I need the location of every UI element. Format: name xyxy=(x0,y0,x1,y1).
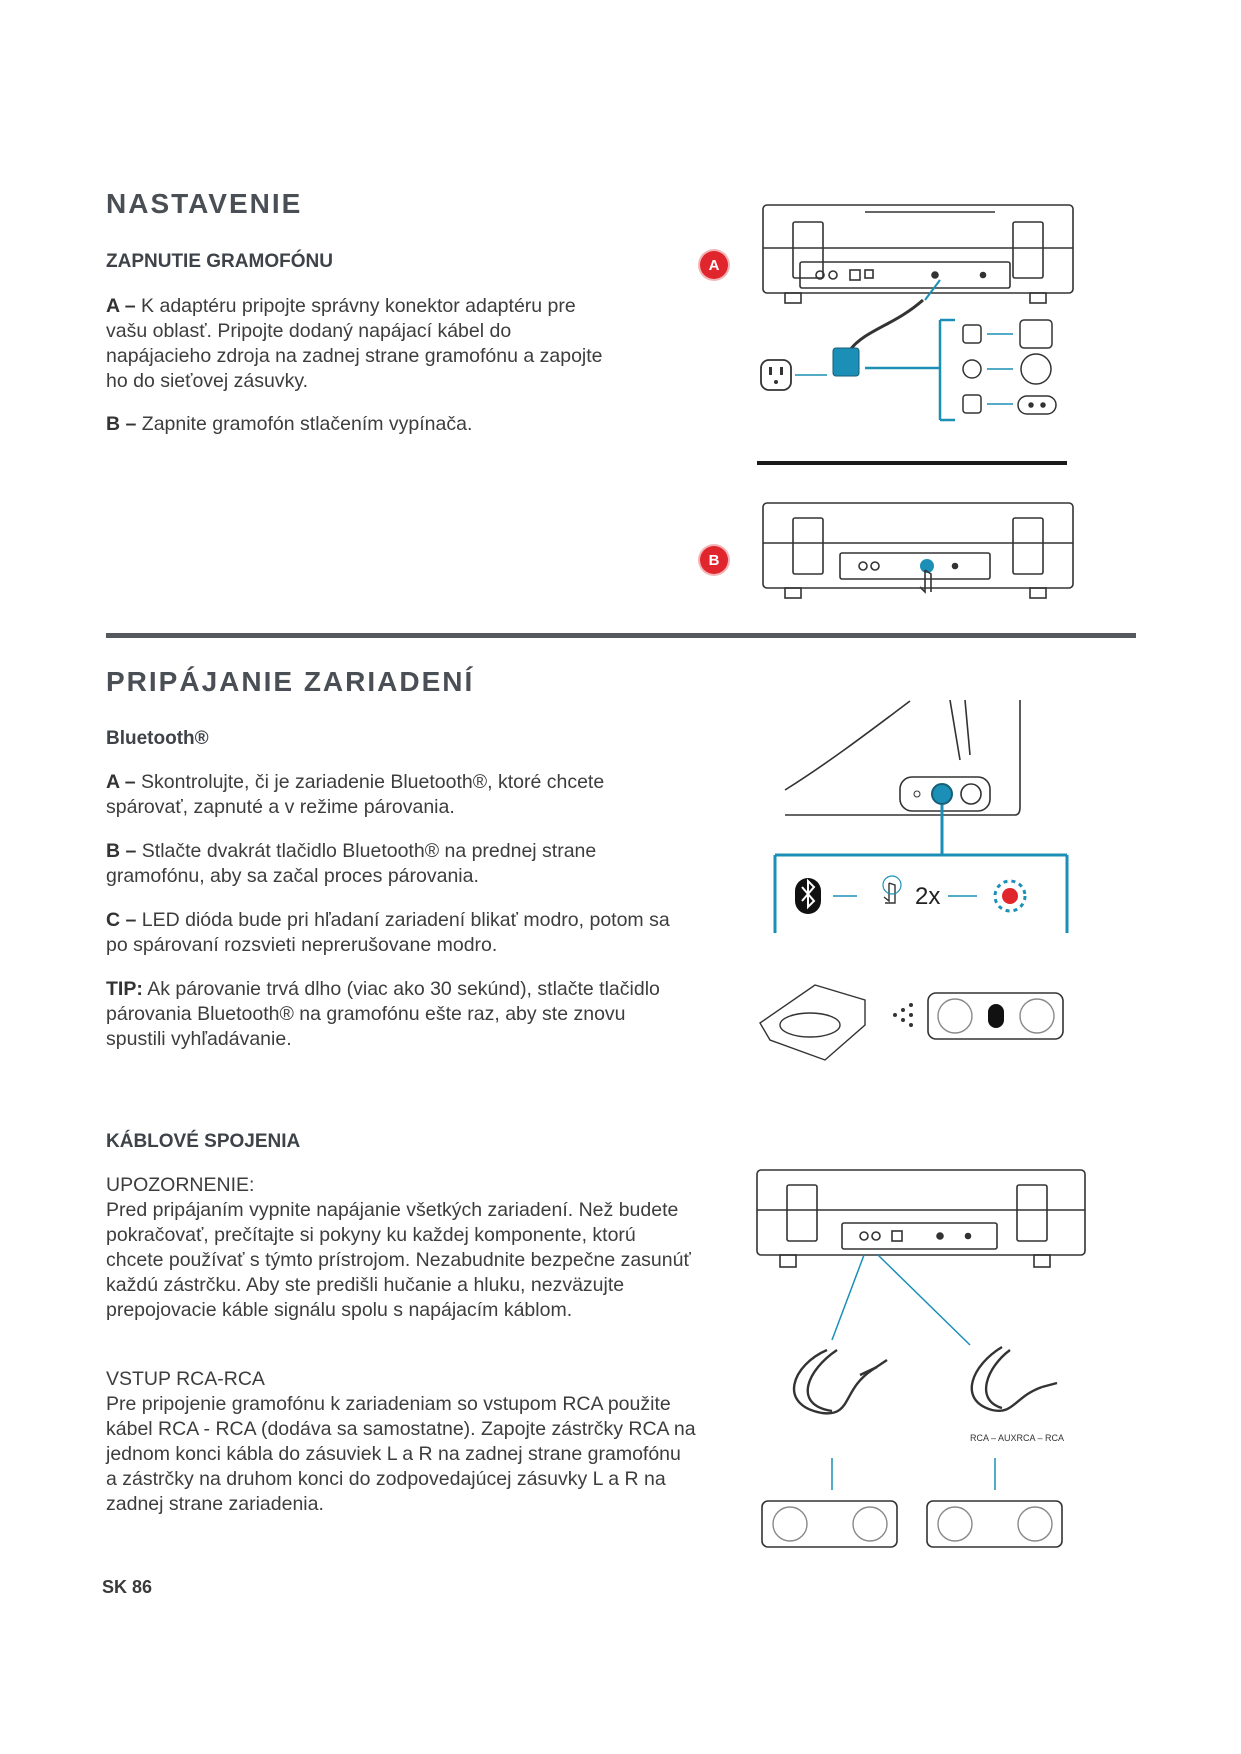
bt-step-c-label: C – xyxy=(106,909,137,931)
cable-warning-text: Pred pripájaním vypnite napájanie všetkých zariadení. Než budete pokračovať, prečítajte si pokyny ku každej komponente, ktorú chcete používať s týmto prístrojom. Nezabudnite bezpečne zasunúť každú zástrčku. Aby ste predišli hučanie a hluku, nezväzujte prepojovacie káble signálu spolu s napájacím káblom. xyxy=(106,1199,691,1321)
bt-step-a xyxy=(106,770,676,820)
setup-step-a xyxy=(106,294,606,394)
bluetooth-button-icon xyxy=(932,784,952,804)
rca-title: VSTUP RCA-RCA xyxy=(106,1368,265,1390)
badge-b: B xyxy=(700,546,728,574)
outlet-swiss-icon xyxy=(1018,396,1056,414)
rca-text: Pre pripojenie gramofónu k zariadeniam so vstupom RCA použite kábel RCA - RCA (dodáva sa samostatne). Zapojte zástrčky RCA na jednom konci kábla do zásuviek L a R na zadnej strane gramofónu a zástrčky na druhom konci do zodpovedajúcej zásuvky L a R na zadnej strane zariadenia. xyxy=(106,1393,696,1515)
bt-step-a-text: Skontrolujte, či je zariadenie Bluetooth®, ktoré chcete spárovať, zapnuté a v režime párovania. xyxy=(106,771,605,818)
led-blink-icon xyxy=(995,881,1025,911)
press-count: 2x xyxy=(915,883,941,910)
setup-title: NASTAVENIE xyxy=(106,188,303,219)
section-divider xyxy=(106,633,1136,638)
turntable-front-icon xyxy=(760,985,865,1060)
outlet-eu-icon xyxy=(1021,354,1051,384)
step-b-label: B – xyxy=(106,413,137,435)
pairing-dots xyxy=(893,1003,913,1027)
step-a-text: K adaptéru pripojte správny konektor adaptéru pre vašu oblasť. Pripojte dodaný napájací kábel do napájacieho zdroja na zadnej strane gramofónu a zapojte ho do sieťovej zásuvky. xyxy=(106,295,603,392)
connector-arrow xyxy=(925,280,940,300)
bt-tip-text: Ak párovanie trvá dlho (viac ako 30 sekúnd), stlačte tlačidlo párovania Bluetooth® na gramofónu ešte raz, aby ste znovu spustili vyhľadávanie. xyxy=(106,978,660,1050)
step-b-text: Zapnite gramofón stlačením vypínača. xyxy=(141,413,473,435)
bt-step-c-text: LED dióda bude pri hľadaní zariadení blikať modro, potom sa po spárovaní rozsvieti neprerušovane modro. xyxy=(106,909,670,956)
bt-tip xyxy=(106,977,686,1052)
bt-step-b xyxy=(106,839,676,889)
bt-step-b-text: Stlačte dvakrát tlačidlo Bluetooth® na prednej strane gramofónu, aby sa začal proces párovania. xyxy=(106,840,597,887)
outlet-uk-icon xyxy=(1020,320,1052,348)
turntable-back-icon xyxy=(757,1170,1085,1267)
double-press-icon xyxy=(884,883,895,903)
power-adapter-illustration xyxy=(755,200,1095,430)
step-a-label: A – xyxy=(106,295,136,317)
power-adapter-icon xyxy=(833,348,859,376)
bt-step-c xyxy=(106,908,686,958)
turntable-back-icon xyxy=(763,503,1073,598)
setup-step-b xyxy=(106,412,606,437)
speaker-icon xyxy=(927,1501,1062,1547)
power-button-illustration xyxy=(755,498,1095,608)
adapter-bracket xyxy=(865,320,955,420)
outlet-us-icon xyxy=(761,360,827,390)
cable-subtitle: KÁBLOVÉ SPOJENIA xyxy=(106,1131,301,1152)
rca-aux-cable-icon xyxy=(972,1347,1057,1411)
rca-rca-cable-icon xyxy=(794,1350,887,1413)
bluetooth-logo-icon xyxy=(795,878,821,914)
illustration-divider xyxy=(757,461,1067,465)
bt-step-a-label: A – xyxy=(106,771,136,793)
connect-title: PRIPÁJANIE ZARIADENÍ xyxy=(106,666,475,697)
cable-warning-title: UPOZORNENIE: xyxy=(106,1174,255,1196)
plug-adapters xyxy=(963,320,1056,414)
bt-tip-label: TIP: xyxy=(106,978,143,1000)
turntable-back-icon xyxy=(763,205,1073,303)
cable-label: RCA – AUXRCA – RCA xyxy=(970,1433,1065,1443)
badge-a: A xyxy=(700,251,728,279)
rca-illustration xyxy=(752,1165,1097,1565)
speaker-icon xyxy=(762,1501,897,1547)
bluetooth-subtitle: Bluetooth® xyxy=(106,728,209,749)
page-number: SK 86 xyxy=(102,1577,153,1597)
bluetooth-illustration xyxy=(755,695,1085,1075)
setup-subtitle: ZAPNUTIE GRAMOFÓNU xyxy=(106,251,333,272)
power-cable xyxy=(850,300,923,350)
bt-step-b-label: B – xyxy=(106,840,137,862)
bt-speaker-icon xyxy=(928,993,1063,1039)
